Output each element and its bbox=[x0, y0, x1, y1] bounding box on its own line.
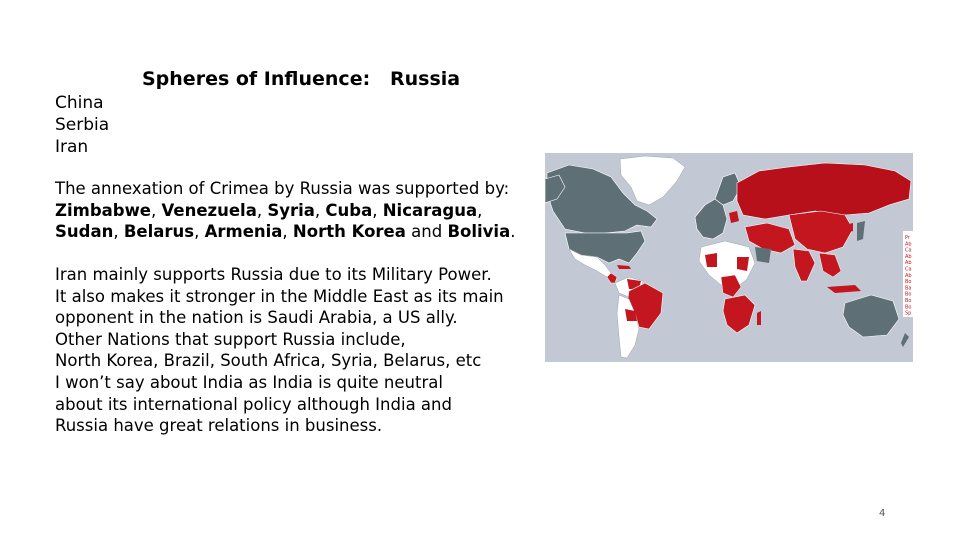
supporter: Belarus bbox=[123, 222, 195, 242]
ally-item: Serbia bbox=[55, 115, 110, 135]
separator: , bbox=[151, 200, 162, 220]
legend-label: Ba bbox=[905, 285, 912, 292]
supporter: Sudan bbox=[55, 222, 114, 242]
supporter: Cuba bbox=[325, 200, 373, 220]
ally-item: Iran bbox=[55, 137, 89, 157]
text-line: North Korea, Brazil, South Africa, Syria, Belarus, etc bbox=[55, 351, 482, 371]
separator: , bbox=[477, 200, 483, 220]
supporter: North Korea bbox=[292, 222, 406, 242]
text-line: It also makes it stronger in the Middle East as its main bbox=[55, 286, 504, 306]
text-line: Russia have great relations in business. bbox=[55, 416, 383, 436]
supporter: Bolivia bbox=[447, 222, 511, 242]
page-number: 4 bbox=[879, 508, 886, 519]
saudi-arabia bbox=[755, 247, 771, 263]
text-line: I won’t say about India as India is quite neutral bbox=[55, 372, 443, 392]
crimea-paragraph bbox=[55, 178, 525, 243]
supporter: Syria bbox=[267, 200, 315, 220]
text-line: Iran mainly supports Russia due to its Military Power. bbox=[55, 265, 492, 284]
supporter: Nicaragua bbox=[382, 200, 478, 220]
supporter: Venezuela bbox=[161, 200, 257, 220]
madagascar bbox=[757, 311, 761, 325]
separator: , bbox=[256, 200, 268, 220]
legend-label: Bo bbox=[905, 291, 912, 298]
map-legend bbox=[905, 235, 912, 317]
legend-label: Ab bbox=[905, 241, 912, 248]
ally-item: China bbox=[55, 93, 104, 113]
crimea-intro: The annexation of Crimea by Russia was supported by: bbox=[55, 179, 510, 198]
world-map bbox=[545, 153, 913, 362]
iran-paragraph bbox=[55, 264, 530, 437]
legend-label: Pr bbox=[905, 235, 910, 241]
legend-label: Bo bbox=[905, 279, 912, 286]
supporter: Armenia bbox=[204, 222, 283, 242]
legend-label: Bo bbox=[905, 298, 912, 304]
paragraph-end: . bbox=[510, 222, 516, 242]
slide-title: Spheres of Influence: Russia bbox=[142, 68, 461, 90]
legend-label: Bo bbox=[905, 304, 912, 311]
legend-label: Ab bbox=[905, 272, 912, 279]
text-line: Other Nations that support Russia include, bbox=[55, 329, 406, 349]
separator: , bbox=[282, 222, 293, 242]
separator: , bbox=[113, 222, 124, 242]
legend-label: Ca bbox=[905, 247, 912, 254]
supporter: Zimbabwe bbox=[55, 200, 152, 220]
text-line: opponent in the nation is Saudi Arabia, a US ally. bbox=[55, 308, 458, 328]
separator: , bbox=[372, 200, 383, 220]
africa-red-west bbox=[705, 253, 717, 267]
allies-list bbox=[55, 92, 109, 158]
separator: , bbox=[194, 222, 205, 242]
text-line: about its international policy although India and bbox=[55, 394, 452, 414]
legend-label: Ab bbox=[905, 253, 912, 260]
sudan bbox=[737, 257, 749, 271]
legend-label: Ca bbox=[905, 266, 912, 273]
legend-label: Sp bbox=[905, 310, 912, 317]
separator: , bbox=[314, 200, 326, 220]
legend-label: Ab bbox=[905, 260, 912, 267]
separator: and bbox=[405, 222, 448, 242]
